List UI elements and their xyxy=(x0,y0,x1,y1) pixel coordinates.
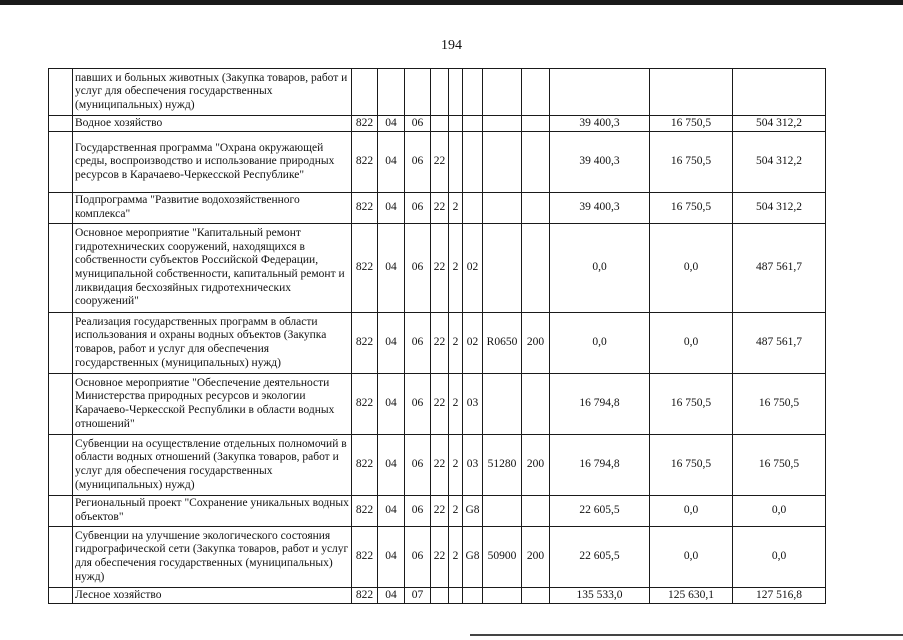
code-cell: 03 xyxy=(463,435,483,496)
code-cell xyxy=(449,132,463,193)
code-cell: 51280 xyxy=(483,435,522,496)
code-cell: 04 xyxy=(378,116,405,132)
code-cell: 04 xyxy=(378,132,405,193)
amount-cell: 0,0 xyxy=(650,313,733,374)
code-cell: 04 xyxy=(378,588,405,604)
code-cell xyxy=(522,132,550,193)
code-cell xyxy=(483,224,522,313)
code-cell: 06 xyxy=(405,496,431,527)
item-name: Водное хозяйство xyxy=(73,116,352,132)
code-cell: 02 xyxy=(463,224,483,313)
amount-cell: 504 312,2 xyxy=(733,193,826,224)
code-cell xyxy=(483,193,522,224)
amount-cell: 0,0 xyxy=(733,527,826,588)
code-cell: 22 xyxy=(431,313,449,374)
amount-cell: 135 533,0 xyxy=(550,588,650,604)
table-row xyxy=(49,435,826,496)
code-cell xyxy=(449,116,463,132)
amount-cell: 16 794,8 xyxy=(550,435,650,496)
code-cell: 06 xyxy=(405,132,431,193)
code-cell xyxy=(522,193,550,224)
code-cell xyxy=(483,496,522,527)
code-cell: R0650 xyxy=(483,313,522,374)
amount-cell: 16 750,5 xyxy=(650,193,733,224)
amount-cell: 504 312,2 xyxy=(733,116,826,132)
code-cell xyxy=(483,116,522,132)
item-name: Подпрограмма "Развитие водохозяйственного комплекса" xyxy=(73,193,352,224)
code-cell xyxy=(463,132,483,193)
amount-cell: 39 400,3 xyxy=(550,193,650,224)
table-row xyxy=(49,588,826,604)
number-cell xyxy=(49,69,73,116)
amount-cell: 16 750,5 xyxy=(650,435,733,496)
budget-table xyxy=(48,68,826,604)
amount-cell: 487 561,7 xyxy=(733,224,826,313)
code-cell xyxy=(431,69,449,116)
code-cell: 06 xyxy=(405,374,431,435)
code-cell: 822 xyxy=(352,116,378,132)
table-row xyxy=(49,132,826,193)
code-cell xyxy=(431,588,449,604)
code-cell xyxy=(522,224,550,313)
code-cell: 22 xyxy=(431,374,449,435)
code-cell xyxy=(352,69,378,116)
amount-cell: 127 516,8 xyxy=(733,588,826,604)
item-name: павших и больных животных (Закупка товаров, работ и услуг для обеспечения государственных (муниципальных) нужд) xyxy=(73,69,352,116)
code-cell: 04 xyxy=(378,224,405,313)
amount-cell xyxy=(550,69,650,116)
code-cell: 04 xyxy=(378,435,405,496)
code-cell xyxy=(378,69,405,116)
code-cell: 22 xyxy=(431,527,449,588)
code-cell: 200 xyxy=(522,435,550,496)
item-name: Субвенции на улучшение экологического состояния гидрографической сети (Закупка товаров, работ и услуг для обеспечения государственных (муниципальных) нужд) xyxy=(73,527,352,588)
code-cell: 22 xyxy=(431,132,449,193)
amount-cell: 16 750,5 xyxy=(650,374,733,435)
code-cell: 03 xyxy=(463,374,483,435)
code-cell: 2 xyxy=(449,527,463,588)
amount-cell: 16 750,5 xyxy=(733,435,826,496)
code-cell: 06 xyxy=(405,435,431,496)
code-cell: 04 xyxy=(378,374,405,435)
code-cell xyxy=(483,588,522,604)
code-cell xyxy=(463,588,483,604)
page-number: 194 xyxy=(441,38,462,53)
table-row xyxy=(49,224,826,313)
code-cell xyxy=(431,116,449,132)
code-cell: 50900 xyxy=(483,527,522,588)
code-cell: 04 xyxy=(378,193,405,224)
number-cell xyxy=(49,224,73,313)
amount-cell: 0,0 xyxy=(650,224,733,313)
code-cell: 04 xyxy=(378,496,405,527)
code-cell xyxy=(522,588,550,604)
code-cell: 822 xyxy=(352,313,378,374)
code-cell: 22 xyxy=(431,193,449,224)
code-cell: 822 xyxy=(352,374,378,435)
code-cell: 06 xyxy=(405,193,431,224)
item-name: Реализация государственных программ в области использования и охраны водных объектов (Закупка товаров, работ и услуг для обеспечения государственных (муниципальных) нужд) xyxy=(73,313,352,374)
code-cell xyxy=(522,496,550,527)
code-cell: 06 xyxy=(405,116,431,132)
amount-cell: 22 605,5 xyxy=(550,527,650,588)
code-cell: 2 xyxy=(449,224,463,313)
item-name: Лесное хозяйство xyxy=(73,588,352,604)
amount-cell: 125 630,1 xyxy=(650,588,733,604)
code-cell: 822 xyxy=(352,588,378,604)
table-row xyxy=(49,374,826,435)
code-cell xyxy=(522,69,550,116)
table-row xyxy=(49,313,826,374)
amount-cell: 487 561,7 xyxy=(733,313,826,374)
code-cell xyxy=(463,116,483,132)
top-border-line xyxy=(0,0,903,5)
code-cell: 22 xyxy=(431,496,449,527)
code-cell: 02 xyxy=(463,313,483,374)
code-cell: 822 xyxy=(352,193,378,224)
code-cell: 22 xyxy=(431,435,449,496)
code-cell xyxy=(449,588,463,604)
amount-cell: 39 400,3 xyxy=(550,132,650,193)
amount-cell: 16 750,5 xyxy=(733,374,826,435)
number-cell xyxy=(49,496,73,527)
code-cell: G8 xyxy=(463,496,483,527)
code-cell: 22 xyxy=(431,224,449,313)
item-name: Основное мероприятие "Обеспечение деятельности Министерства природных ресурсов и экологии Карачаево-Черкесской Республики в области водных отношений" xyxy=(73,374,352,435)
code-cell: 04 xyxy=(378,313,405,374)
amount-cell: 16 750,5 xyxy=(650,116,733,132)
code-cell: 07 xyxy=(405,588,431,604)
number-cell xyxy=(49,588,73,604)
table-row xyxy=(49,69,826,116)
code-cell: G8 xyxy=(463,527,483,588)
number-cell xyxy=(49,435,73,496)
code-cell: 200 xyxy=(522,527,550,588)
code-cell: 2 xyxy=(449,435,463,496)
code-cell xyxy=(522,116,550,132)
amount-cell: 504 312,2 xyxy=(733,132,826,193)
code-cell: 200 xyxy=(522,313,550,374)
code-cell: 2 xyxy=(449,374,463,435)
item-name: Субвенции на осуществление отдельных полномочий в области водных отношений (Закупка товаров, работ и услуг для обеспечения государственных (муниципальных) нужд) xyxy=(73,435,352,496)
code-cell xyxy=(449,69,463,116)
item-name: Региональный проект "Сохранение уникальных водных объектов" xyxy=(73,496,352,527)
code-cell: 822 xyxy=(352,496,378,527)
amount-cell: 16 794,8 xyxy=(550,374,650,435)
amount-cell: 16 750,5 xyxy=(650,132,733,193)
item-name: Основное мероприятие "Капитальный ремонт гидротехнических сооружений, находящихся в собственности субъектов Российской Федерации, муниципальной собственности, капитальный ремонт и ликвидация бесхозяйных гидротехнических сооружений" xyxy=(73,224,352,313)
amount-cell xyxy=(650,69,733,116)
number-cell xyxy=(49,527,73,588)
table-row xyxy=(49,527,826,588)
code-cell: 822 xyxy=(352,224,378,313)
code-cell xyxy=(483,374,522,435)
amount-cell: 39 400,3 xyxy=(550,116,650,132)
code-cell: 06 xyxy=(405,527,431,588)
amount-cell: 0,0 xyxy=(650,527,733,588)
code-cell xyxy=(522,374,550,435)
code-cell: 822 xyxy=(352,435,378,496)
amount-cell: 0,0 xyxy=(650,496,733,527)
number-cell xyxy=(49,313,73,374)
table-row xyxy=(49,496,826,527)
code-cell: 06 xyxy=(405,224,431,313)
code-cell: 822 xyxy=(352,527,378,588)
code-cell: 2 xyxy=(449,193,463,224)
amount-cell: 0,0 xyxy=(550,313,650,374)
code-cell xyxy=(463,69,483,116)
code-cell xyxy=(463,193,483,224)
code-cell: 822 xyxy=(352,132,378,193)
item-name: Государственная программа "Охрана окружающей среды, воспроизводство и использование природных ресурсов в Карачаево-Черкесской Республике" xyxy=(73,132,352,193)
amount-cell: 22 605,5 xyxy=(550,496,650,527)
table-row xyxy=(49,193,826,224)
code-cell: 2 xyxy=(449,496,463,527)
amount-cell xyxy=(733,69,826,116)
code-cell xyxy=(483,69,522,116)
number-cell xyxy=(49,116,73,132)
number-cell xyxy=(49,132,73,193)
amount-cell: 0,0 xyxy=(550,224,650,313)
code-cell xyxy=(405,69,431,116)
code-cell xyxy=(483,132,522,193)
number-cell xyxy=(49,193,73,224)
number-cell xyxy=(49,374,73,435)
table-row xyxy=(49,116,826,132)
code-cell: 04 xyxy=(378,527,405,588)
code-cell: 2 xyxy=(449,313,463,374)
code-cell: 06 xyxy=(405,313,431,374)
bottom-border-line xyxy=(470,634,903,636)
amount-cell: 0,0 xyxy=(733,496,826,527)
